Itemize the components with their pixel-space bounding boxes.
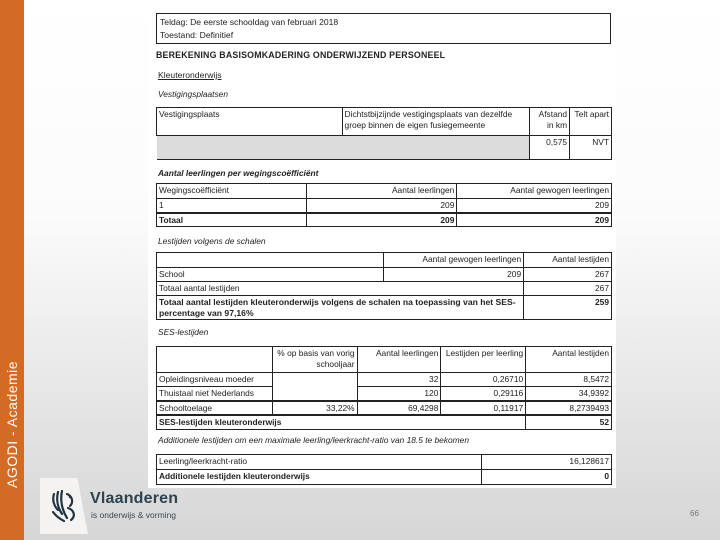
ratio-label: Leerling/leerkracht-ratio <box>157 455 482 470</box>
row-lestijden: 8,2739493 <box>526 401 612 416</box>
table-row <box>157 373 612 387</box>
vestigingsplaats-cell <box>157 136 530 160</box>
school-gewogen: 209 <box>384 268 524 282</box>
sidebar-label-container <box>2 332 22 532</box>
totaal-lestijden-row <box>157 282 612 296</box>
document-title: BEREKENING BASISOMKADERING ONDERWIJZEND PERSONEEL <box>156 50 446 60</box>
toestand-line: Toestand: Definitief <box>160 30 234 40</box>
table-row <box>157 136 612 160</box>
additionele-caption: Additionele lestijden om een maximale leerling/leerkracht-ratio van 18.5 te bekomen <box>158 435 469 445</box>
header-gewogen: Aantal gewogen leerlingen <box>384 253 524 268</box>
row-lestijden: 8,5472 <box>526 373 612 387</box>
ses-total-row <box>157 296 612 320</box>
table-header-row <box>157 253 612 268</box>
additionele-table <box>156 454 612 485</box>
total-label: Totaal <box>157 213 307 227</box>
ses-total-value: 259 <box>524 296 612 320</box>
header-empty <box>157 347 273 373</box>
sidebar-accent <box>0 0 24 540</box>
extra-label: Additionele lestijden kleuteronderwijs <box>157 470 482 485</box>
header-afstand: Afstand in km <box>530 108 570 136</box>
table-row <box>157 268 612 282</box>
lestijden-table <box>156 252 612 320</box>
header-aantal: Aantal leerlingen <box>357 347 441 373</box>
sidebar-label: AGODI - Academie <box>4 360 20 488</box>
row-label: Opleidingsniveau moeder <box>157 373 273 387</box>
row-aantal: 32 <box>357 373 441 387</box>
totaal-lestijden-value: 267 <box>524 282 612 296</box>
extra-row <box>157 470 612 485</box>
header-coef: Wegingscoëfficiënt <box>157 184 307 199</box>
header-telt-apart: Telt apart <box>570 108 612 136</box>
totaal-lestijden-label: Totaal aantal lestijden <box>157 282 524 296</box>
ses-total-label: SES-lestijden kleuteronderwijs <box>157 415 526 429</box>
header-empty <box>157 253 384 268</box>
ses-lestijden-table <box>156 346 612 430</box>
section-title: Kleuteronderwijs <box>158 70 222 80</box>
ses-total-label: Totaal aantal lestijden kleuteronderwijs volgens de schalen na toepassing van het SES-percentage van 97,16% <box>157 296 524 320</box>
teldag-line: Teldag: De eerste schooldag van februari 2018 <box>160 17 339 27</box>
table-row <box>157 199 612 213</box>
leerlingen-table <box>156 183 612 227</box>
header-gewogen: Aantal gewogen leerlingen <box>457 184 612 199</box>
header-lestijden: Aantal lestijden <box>526 347 612 373</box>
leerlingen-caption: Aantal leerlingen per wegingscoëfficiënt <box>158 168 319 178</box>
page-number: 66 <box>690 509 699 518</box>
header-pct: % op basis van vorig schooljaar <box>272 347 357 373</box>
school-label: School <box>157 268 384 282</box>
flemish-lion-icon <box>50 488 80 524</box>
header-aantal: Aantal leerlingen <box>306 184 457 199</box>
aantal-cell: 209 <box>306 199 457 213</box>
table-row <box>157 401 612 416</box>
row-pct: 33,22% <box>272 401 357 416</box>
vestigingsplaatsen-caption: Vestigingsplaatsen <box>158 89 228 99</box>
lestijden-caption: Lestijden volgens de schalen <box>158 236 266 246</box>
vlaanderen-logo <box>40 478 185 534</box>
logo-tagline: is onderwijs & vorming <box>91 510 177 520</box>
table-header-row <box>157 108 612 136</box>
extra-value: 0 <box>482 470 612 485</box>
row-lestijden: 34,9392 <box>526 387 612 401</box>
row-per-leerling: 0,29116 <box>441 387 526 401</box>
total-row <box>157 213 612 227</box>
ratio-value: 16,128617 <box>482 455 612 470</box>
ratio-row <box>157 455 612 470</box>
document-page <box>148 0 616 488</box>
vestigingsplaatsen-table <box>156 107 612 160</box>
total-gewogen: 209 <box>457 213 612 227</box>
school-lestijden: 267 <box>524 268 612 282</box>
row-label: Thuistaal niet Nederlands <box>157 387 273 401</box>
row-aantal: 120 <box>357 387 441 401</box>
table-header-row <box>157 184 612 199</box>
telt-apart-cell: NVT <box>570 136 612 160</box>
total-row <box>157 415 612 429</box>
logo-name: Vlaanderen <box>90 490 179 507</box>
table-header-row <box>157 347 612 373</box>
ses-lestijden-caption: SES-lestijden <box>158 327 209 337</box>
teldag-box <box>156 13 611 44</box>
header-vestigingsplaats: Vestigingsplaats <box>157 108 343 136</box>
header-per-leerling: Lestijden per leerling <box>441 347 526 373</box>
header-dichtstbijzijnde: Dichtstbijzijnde vestigingsplaats van dezelfde groep binnen de eigen fusiegemeente <box>342 108 530 136</box>
table-row <box>157 387 612 401</box>
gewogen-cell: 209 <box>457 199 612 213</box>
afstand-cell: 0,575 <box>530 136 570 160</box>
row-pct <box>272 373 357 401</box>
row-aantal: 69,4298 <box>357 401 441 416</box>
row-per-leerling: 0,11917 <box>441 401 526 416</box>
coef-cell: 1 <box>157 199 307 213</box>
total-aantal: 209 <box>306 213 457 227</box>
row-per-leerling: 0,26710 <box>441 373 526 387</box>
ses-total-value: 52 <box>526 415 612 429</box>
header-lestijden: Aantal lestijden <box>524 253 612 268</box>
row-label: Schooltoelage <box>157 401 273 416</box>
